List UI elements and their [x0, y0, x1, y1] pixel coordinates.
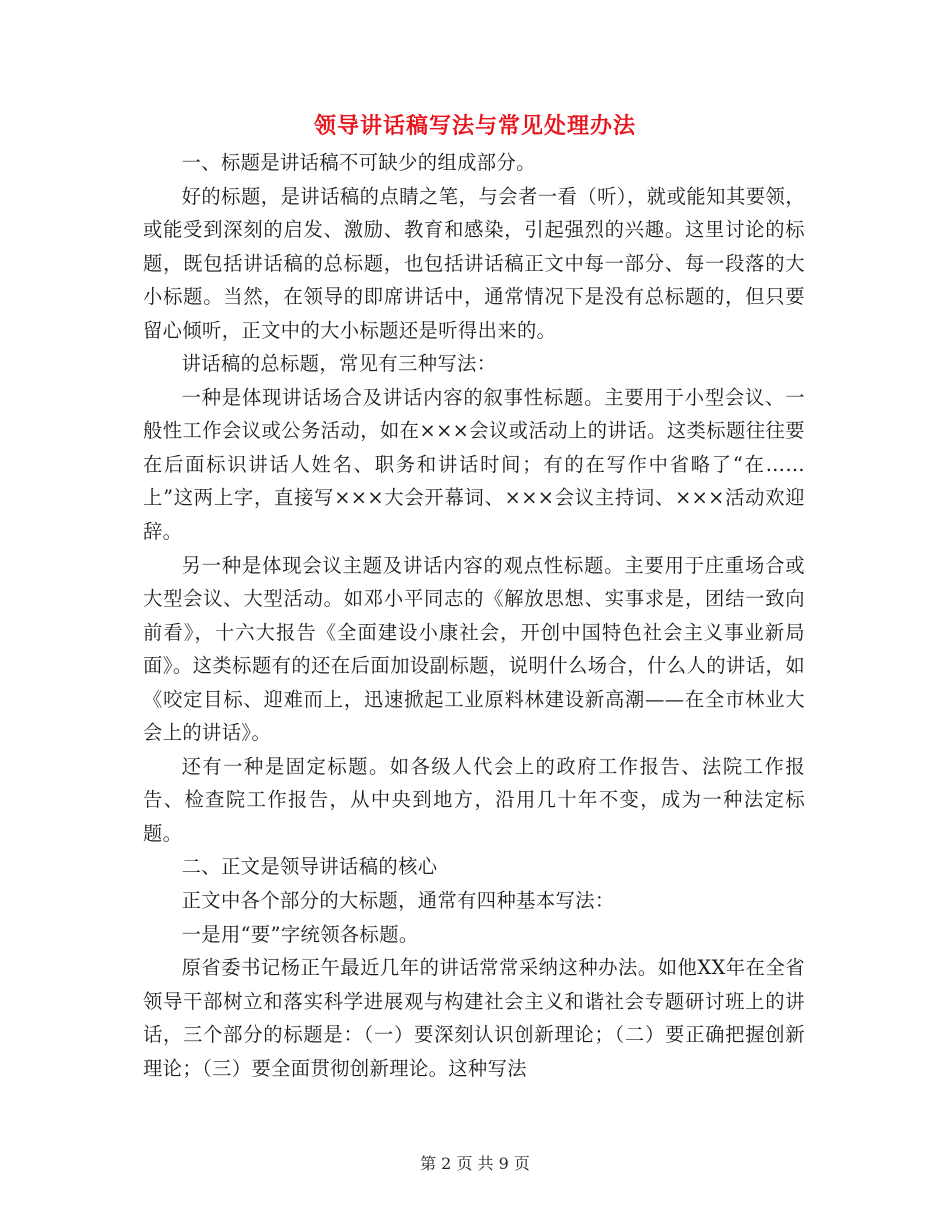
paragraph: 讲话稿的总标题，常见有三种写法：: [181, 352, 497, 376]
paragraph: 一是用“要”字统领各标题。: [181, 922, 419, 946]
paragraph: 好的标题，是讲话稿的点睛之笔，与会者一看（听），就或能知其要领，或能受到深刻的启发、激励、教育和感染，引起强烈的兴趣。这里讨论的标题，既包括讲话稿的总标题，也包括讲话稿正文中每一部分、每一段落的大小标题。当然，在领导的即席讲话中，通常情况下是没有总标题的，但只要留心倾听，正文中的大小标题还是听得出来的。: [143, 184, 805, 342]
document-body: [143, 146, 805, 1085]
page-footer: [0, 1152, 950, 1176]
document-title: 领导讲话稿写法与常见处理办法: [313, 113, 636, 139]
paragraph: 正文中各个部分的大标题，通常有四种基本写法：: [181, 889, 615, 913]
paragraph: 原省委书记杨正午最近几年的讲话常常采纳这种办法。如他XX年在全省领导干部树立和落实科学进展观与构建社会主义和谐社会专题研讨班上的讲话，三个部分的标题是：（一）要深刻认识创新理论；（二）要正确把握创新理论；（三）要全面贯彻创新理论。这种写法: [143, 956, 805, 1080]
paragraph: 还有一种是固定标题。如各级人代会上的政府工作报告、法院工作报告、检查院工作报告，从中央到地方，沿用几十年不变，成为一种法定标题。: [143, 754, 805, 845]
paragraph: 一、标题是讲话稿不可缺少的组成部分。: [181, 151, 536, 174]
paragraph: 另一种是体现会议主题及讲话内容的观点性标题。主要用于庄重场合或大型会议、大型活动。如邓小平同志的《解放思想、实事求是，团结一致向前看》，十六大报告《全面建设小康社会，开创中国特色社会主义事业新局面》。这类标题有的还在后面加设副标题，说明什么场合，什么人的讲话，如《咬定目标、迎难而上，迅速掀起工业原料林建设新高潮——在全市林业大会上的讲话》。: [143, 553, 805, 745]
page-number: 第 2 页 共 9 页: [420, 1154, 530, 1173]
paragraph: 一种是体现讲话场合及讲话内容的叙事性标题。主要用于小型会议、一般性工作会议或公务活动，如在×××会议或活动上的讲话。这类标题往往要在后面标识讲话人姓名、职务和讲话时间；有的在写作中省略了“在……上”这两上字，直接写×××大会开幕词、×××会议主持词、×××活动欢迎辞。: [143, 385, 805, 544]
section-heading: 二、正文是领导讲话稿的核心: [181, 855, 438, 879]
